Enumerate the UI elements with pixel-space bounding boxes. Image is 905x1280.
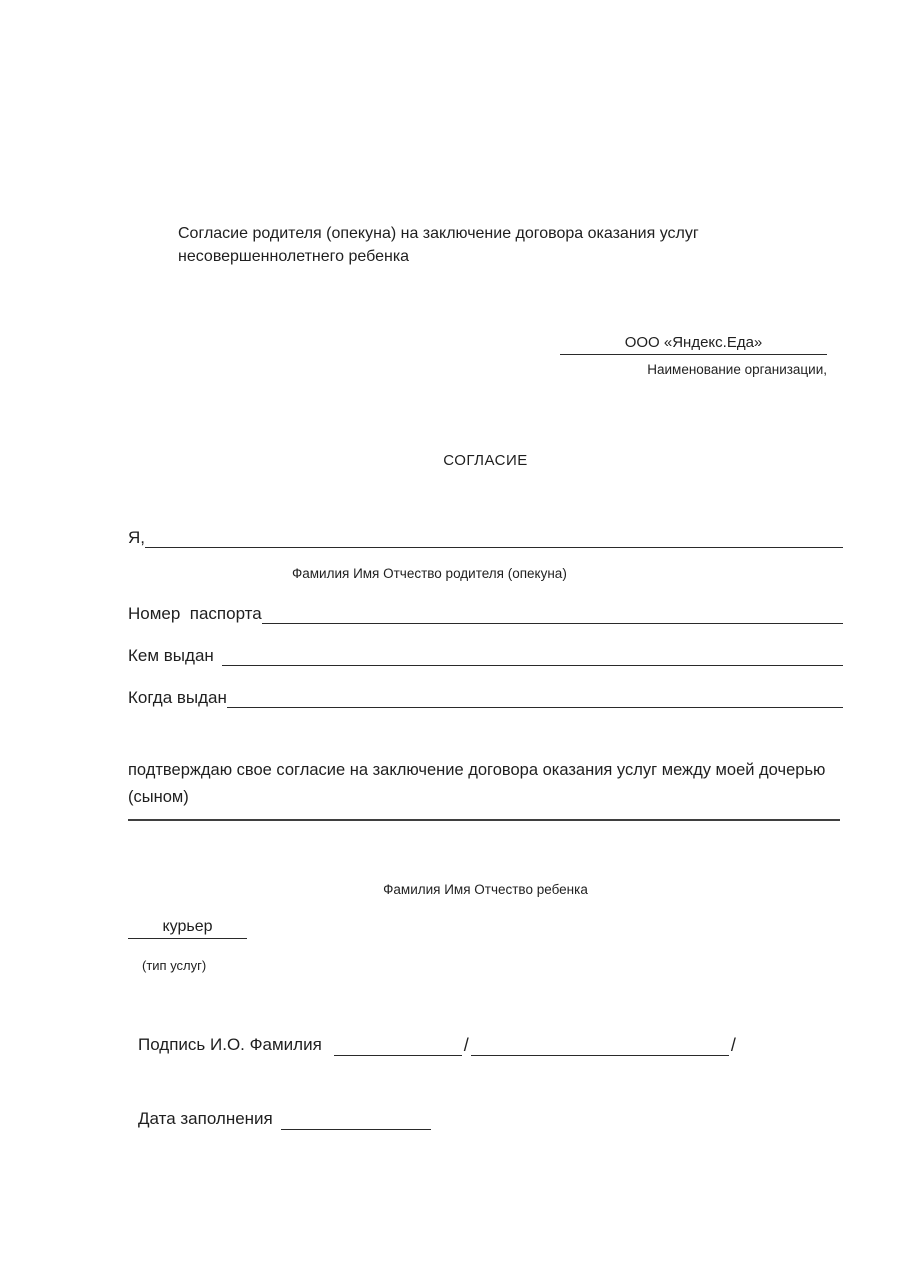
slash-separator: / [730,1035,736,1055]
organization-field[interactable] [560,332,827,355]
slash-separator: / [463,1035,469,1055]
issued-by-row [128,645,843,666]
document-title: Согласие родителя (опекуна) на заключение договора оказания услуг несовершеннолетнего ребенка [178,225,699,265]
issued-by-blank-line[interactable] [222,645,843,666]
fill-date-label: Дата заполнения [138,1109,273,1128]
issued-by-label: Кем выдан [128,646,214,665]
child-name-blank-line[interactable] [128,819,840,821]
passport-number-label: Номер паспорта [128,604,262,623]
signature-blank-line[interactable] [334,1035,462,1056]
passport-number-blank-line[interactable] [262,603,843,624]
service-type-value: курьер [162,918,213,935]
parent-name-blank-line[interactable] [145,527,843,548]
surname-blank-line[interactable] [471,1035,729,1056]
issued-date-row [128,687,843,708]
service-type-field[interactable] [128,916,247,939]
fill-date-blank-line[interactable] [281,1109,431,1130]
fill-date-row [138,1108,431,1130]
parent-name-row [128,527,843,548]
issued-date-label: Когда выдан [128,688,227,707]
passport-number-row [128,603,843,624]
organization-name-value: ООО «Яндекс.Еда» [624,334,763,351]
organization-caption: Наименование организации, [647,362,827,377]
consent-statement: подтверждаю свое согласие на заключение договора оказания услуг между моей дочерью (сыном) [128,761,826,806]
consent-heading: СОГЛАСИЕ [443,452,528,469]
service-type-caption: (тип услуг) [142,958,207,973]
signature-label: Подпись И.О. Фамилия [138,1035,322,1054]
child-name-caption: Фамилия Имя Отчество ребенка [383,882,588,897]
parent-name-caption: Фамилия Имя Отчество родителя (опекуна) [292,566,567,581]
issued-date-blank-line[interactable] [227,687,843,708]
signature-row [138,1034,738,1056]
parent-name-label: Я, [128,528,145,547]
